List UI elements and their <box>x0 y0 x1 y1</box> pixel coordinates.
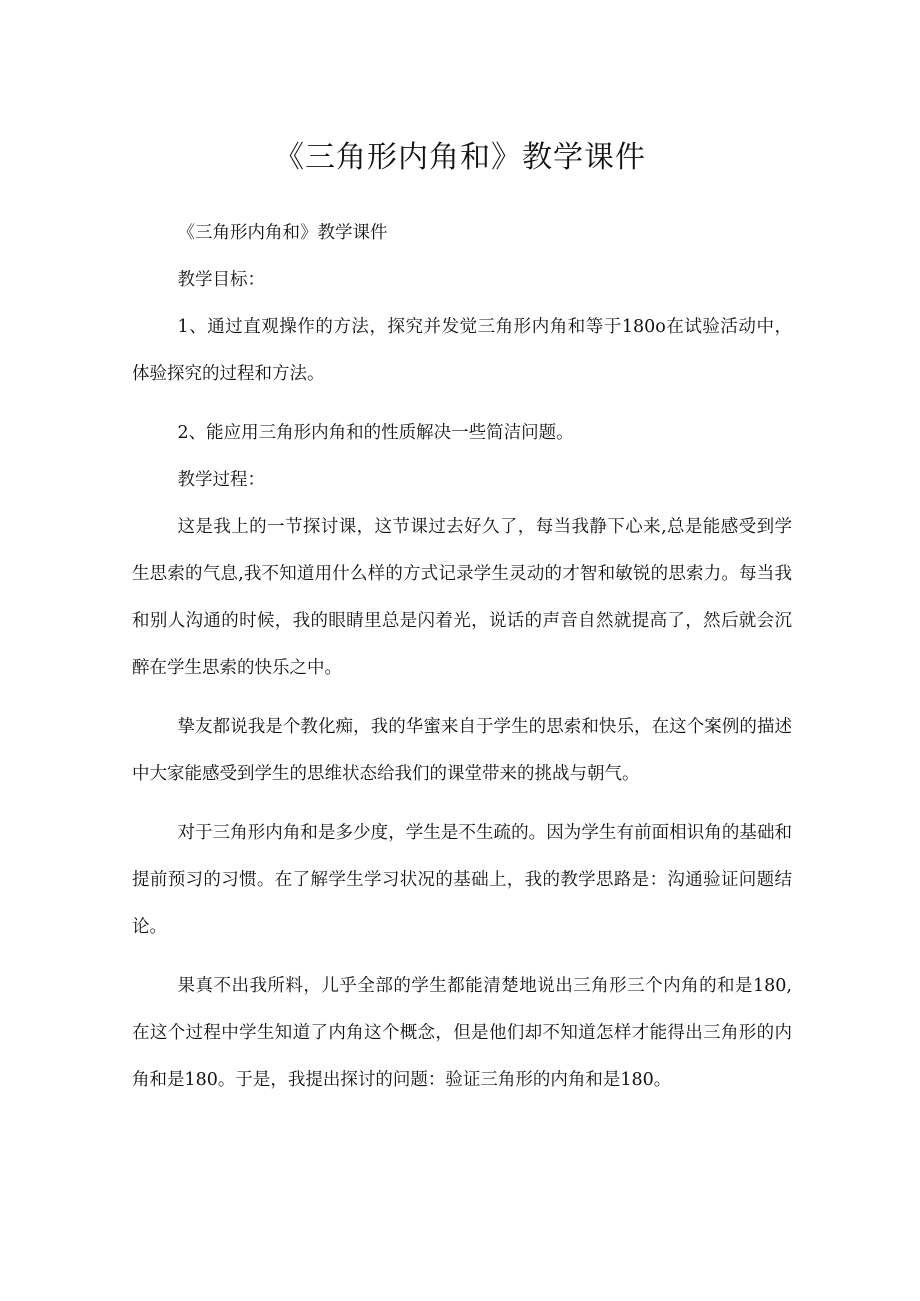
paragraph-teaching-idea: 对于三角形内角和是多少度，学生是不生疏的。因为学生有前面相识角的基础和提前预习的习惯。在了解学生学习状况的基础上，我的教学思路是：沟通验证问题结论。 <box>132 823 792 937</box>
document-title: 《三角形内角和》教学课件 <box>274 140 646 175</box>
paragraph-inquiry: 果真不出我所料，儿乎全部的学生都能清楚地说出三角形三个内角的和是180,在这个过程中学生知道了内角这个概念，但是他们却不知道怎样才能得出三角形的内角和是180。于是，我提出探讨的问题：验证三角形的内角和是180。 <box>132 976 792 1090</box>
paragraph-process-heading: 教学过程： <box>177 470 265 490</box>
paragraph-goal-2: 2、能应用三角形内角和的性质解决一些简洁问题。 <box>177 423 574 443</box>
paragraph-reflection: 这是我上的一节探讨课，这节课过去好久了，每当我静下心来,总是能感受到学生思索的气息,我不知道用什么样的方式记录学生灵动的才智和敏锐的思索力。每当我和别人沟通的时候，我的眼睛里总是闪着光，说话的声音自然就提高了，然后就会沉醉在学生思索的快乐之中。 <box>132 517 792 678</box>
paragraph-goals-heading: 教学目标： <box>177 270 265 290</box>
document-body <box>132 210 792 1116</box>
paragraph-subtitle: 《三角形内角和》教学课件 <box>177 223 388 243</box>
paragraph-friends: 挚友都说我是个教化痴，我的华蜜来自于学生的思索和快乐，在这个案例的描述中大家能感受到学生的思维状态给我们的课堂带来的挑战与朝气。 <box>132 717 792 784</box>
paragraph-goal-1: 1、通过直观操作的方法，探究并发觉三角形内角和等于180o在试验活动中，体验探究的过程和方法。 <box>132 317 792 384</box>
